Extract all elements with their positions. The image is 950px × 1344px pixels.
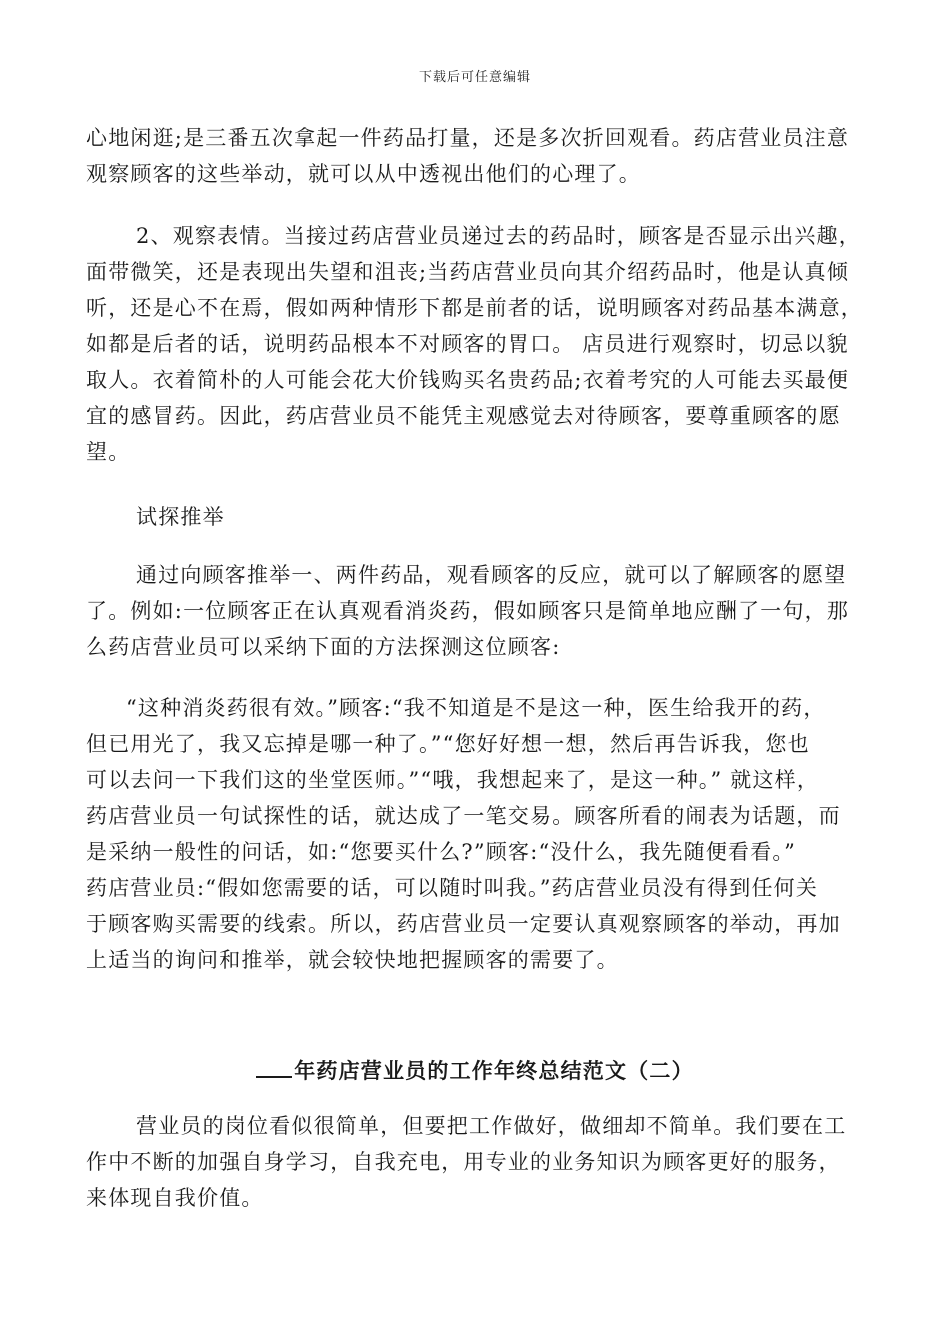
paragraph-line: 么药店营业员可以采纳下面的方法探测这位顾客: <box>86 635 561 659</box>
section-heading-text: 年药店营业员的工作年终总结范文（二） <box>294 1058 694 1083</box>
paragraph-line: 药店营业员:“假如您需要的话，可以随时叫我。”药店营业员没有得到任何关 <box>86 876 819 900</box>
paragraph-2 <box>86 218 866 470</box>
paragraph-line: 于顾客购买需要的线索。所以，药店营业员一定要认真观察顾客的举动，再加 <box>86 912 841 936</box>
paragraph-line: 可以去问一下我们这的坐堂医师。”“哦，我想起来了，是这一种。” 就这样， <box>86 768 820 792</box>
paragraph-line: 面带微笑，还是表现出失望和沮丧;当药店营业员向其介绍药品时，他是认真倾 <box>86 260 850 284</box>
paragraph-line: 但已用光了，我又忘掉是哪一种了。”“您好好想一想，然后再告诉我，您也 <box>86 732 810 756</box>
section-heading <box>0 1055 950 1085</box>
paragraph-1 <box>86 120 866 192</box>
paragraph-line: “这种消炎药很有效。”顾客:“我不知道是不是这一种，医生给我开的药， <box>126 696 826 720</box>
paragraph-line: 来体现自我价值。 <box>86 1186 264 1210</box>
paragraph-line: 作中不断的加强自身学习，自我充电，用专业的业务知识为顾客更好的服务， <box>86 1150 841 1174</box>
section-title-text: 试探推举 <box>136 505 225 529</box>
paragraph-line: 观察顾客的这些举动，就可以从中透视出他们的心理了。 <box>86 162 641 186</box>
paragraph-line: 听，还是心不在焉，假如两种情形下都是前者的话，说明顾客对药品基本满意， <box>86 296 863 320</box>
paragraph-4 <box>86 690 866 978</box>
page-header-note: 下载后可任意编辑 <box>418 70 531 85</box>
paragraph-5 <box>86 1108 866 1216</box>
paragraph-line: 宜的感冒药。因此，药店营业员不能凭主观感觉去对待顾客，要尊重顾客的愿 <box>86 404 841 428</box>
paragraph-line: 如都是后者的话，说明药品根本不对顾客的胃口。 店员进行观察时，切忌以貌 <box>86 332 849 356</box>
blank-underline <box>256 1056 292 1078</box>
section-title <box>86 499 866 535</box>
paragraph-line: 营业员的岗位看似很简单，但要把工作做好，做细却不简单。我们要在工 <box>136 1114 847 1138</box>
paragraph-line: 上适当的询问和推举，就会较快地把握顾客的需要了。 <box>86 948 619 972</box>
paragraph-line: 望。 <box>86 440 131 464</box>
paragraph-line: 心地闲逛;是三番五次拿起一件药品打量，还是多次折回观看。药店营业员注意 <box>86 126 850 150</box>
paragraph-line: 取人。衣着简朴的人可能会花大价钱购买名贵药品;衣着考究的人可能去买最便 <box>86 368 850 392</box>
paragraph-3 <box>86 557 866 665</box>
paragraph-line: 是采纳一般性的问话，如:“您要买什么?”顾客:“没什么，我先随便看看。” <box>86 840 797 864</box>
paragraph-line: 通过向顾客推举一、两件药品，观看顾客的反应，就可以了解顾客的愿望 <box>136 563 847 587</box>
paragraph-line: 药店营业员一句试探性的话，就达成了一笔交易。顾客所看的闹表为话题，而 <box>86 804 841 828</box>
paragraph-line: 了。例如:一位顾客正在认真观看消炎药，假如顾客只是简单地应酬了一句，那 <box>86 599 850 623</box>
paragraph-line: 2、观察表情。当接过药店营业员递过去的药品时，顾客是否显示出兴趣， <box>136 224 861 248</box>
